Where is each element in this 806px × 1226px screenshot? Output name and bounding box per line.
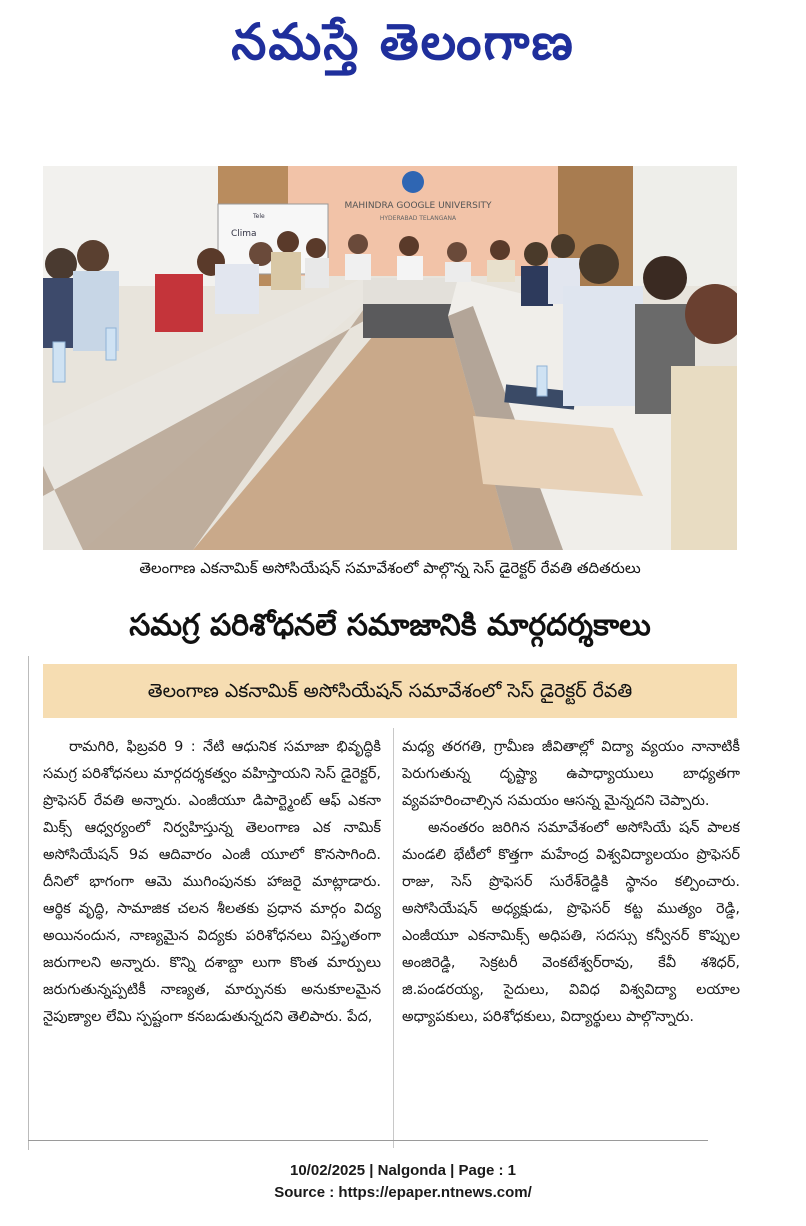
article-paragraph: రామగిరి, ఫిబ్రవరి 9 : నేటి ఆధునిక సమాజా భివృద్ధికి సమగ్ర పరిశోధనలు మార్గదర్శకత్వం వహిస్తాయని సెస్ డైరెక్టర్, ప్రొఫెసర్ రేవతి అన్నారు. ఎంజీయూ డిపార్ట్మెంట్ ఆఫ్ ఎకనా మిక్స్ ఆధ్వర్యంలో నిర్వహిస్తున్న తెలంగాణ ఎక నామిక్ అసోసియేషన్ 9వ ఆదివారం ఎంజీ యూలో కొనసాగింది. దీనిలో భాగంగా ఆమె ముగింపునకు హాజరై మాట్లాడారు. ఆర్థిక వృద్ధి, సామాజిక చలన శీలతకు ప్రధాన మార్గం విద్య అయినందున, నాణ్యమైన విద్యకు పరిశోధనలు విస్తృతంగా జరుగాలని అన్నారు. కొన్ని దశాబ్దా లుగా కొంత మార్పులు జరుగుతున్నప్పటికీ నాణ్యత, మార్పునకు అనుకూలమైన నైపుణ్యాల లేమి స్పష్టంగా కనబడుతున్నదని తెలిపారు. పేద, [43,739,381,1025]
article-paragraph: మధ్య తరగతి, గ్రామీణ జీవితాల్లో విద్యా వ్యయం నానాటికీ పెరుగుతున్న దృష్ట్యా ఉపాధ్యాయులు బాధ్యతగా వ్యవహరించాల్సిన సమయం ఆసన్న మైన్నదని చెప్పారు. [402,739,740,809]
screen-text: Clima [231,229,257,239]
university-logo [402,171,424,193]
page-footer [0,1160,806,1204]
meeting-photo [43,166,737,550]
column-divider [393,728,394,1148]
photo-caption: తెలంగాణ ఎకనామిక్ అసోసియేషన్ సమావేశంలో పాల్గొన్న సెస్ డైరెక్టర్ రేవతి తదితరులు [139,559,641,577]
table-head [363,278,458,304]
article-column-left [43,734,381,1134]
footer-date-edition: 10/02/2025 | Nalgonda | Page : 1 [290,1162,516,1179]
banner-text: MAHINDRA GOOGLE UNIVERSITY [344,201,492,211]
article-bottom-rule [28,1140,708,1141]
water-bottle [106,328,116,360]
footer-source: Source : https://epaper.ntnews.com/ [274,1184,532,1201]
conference-room-illustration [43,166,737,550]
masthead-title: నమస్తే తెలంగాణ [231,12,575,71]
article-paragraph: అనంతరం జరిగిన సమావేశంలో అసోసియే షన్ పాలక మండలి భేటీలో కొత్తగా మహేంద్ర విశ్వవిద్యాలయం ప్రొఫెసర్ రాజు, సెస్ ప్రొఫెసర్ సురేశ్‌రెడ్డికి స్థానం కల్పించారు. అసోసియేషన్ అధ్యక్షుడు, ప్రొఫెసర్ కట్ట ముత్యం రెడ్డి, ఎంజీయూ ఎకనామిక్స్ అధిపతి, సదస్సు కన్వీనర్ కొప్పుల అంజిరెడ్డి, సెక్రటరీ వెంకటేశ్వర్‌రావు, కేవీ శశిధర్, జి.పండరయ్య, సైదులు, వివిధ విశ్వవిద్యా లయాల అధ్యాపకులు, పరిశోధకులు, విద్యార్థులు పాల్గొన్నారు. [402,820,740,1025]
banner-subtext: HYDERABAD TELANGANA [379,215,457,222]
attendees-head-table [397,236,515,282]
water-bottle [537,366,547,396]
left-border-rule [28,656,29,1150]
table-head-front [363,304,458,338]
article-column-right [402,734,740,1134]
article-headline: సమగ్ర పరిశోధనలే సమాజానికి మార్గదర్శకాలు [129,608,651,643]
water-bottle [53,342,65,382]
screen-small-text: Tele [253,213,265,220]
article-subheadline: తెలంగాణ ఎకనామిక్ అసోసియేషన్ సమావేశంలో సెస్ డైరెక్టర్ రేవతి [43,664,737,718]
